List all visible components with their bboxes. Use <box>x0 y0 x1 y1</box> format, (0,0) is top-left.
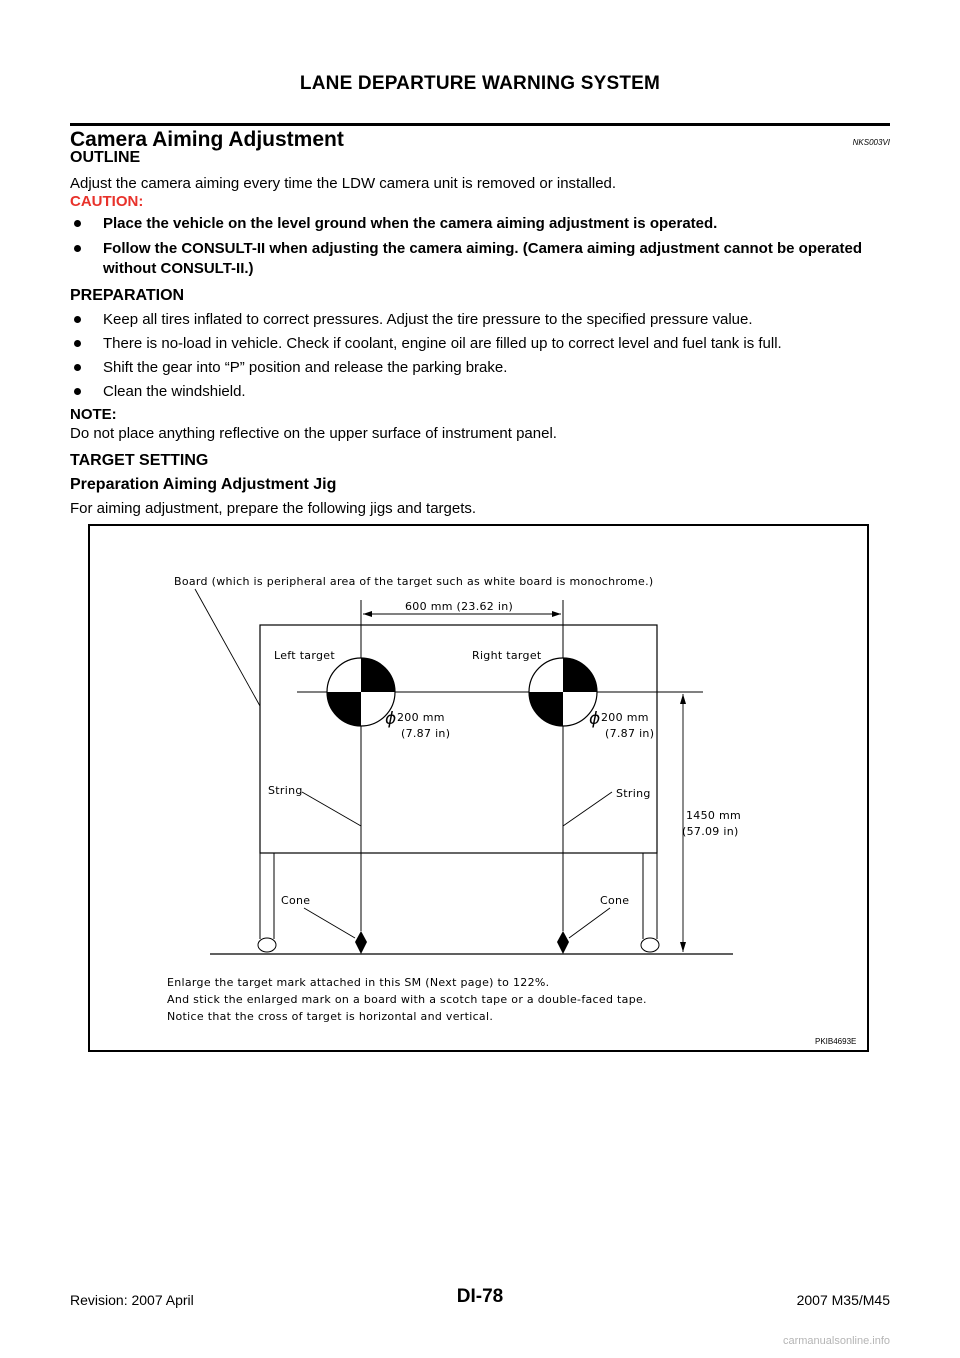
bullet-icon <box>74 364 81 371</box>
figure-note: Enlarge the target mark attached in this SM (Next page) to 122%. <box>167 976 550 989</box>
outline-text: Adjust the camera aiming every time the LDW camera unit is removed or installed. <box>70 175 617 192</box>
right-cone <box>557 931 569 954</box>
right-string-leader <box>563 792 612 826</box>
target-setting-text: For aiming adjustment, prepare the following jigs and targets. <box>70 500 477 517</box>
bullet-icon <box>74 220 81 227</box>
left-diameter-mm: 200 mm <box>397 711 445 724</box>
section-title: Camera Aiming Adjustment <box>70 128 344 151</box>
left-cone <box>355 931 367 954</box>
diameter-symbol-icon: ϕ <box>589 709 601 729</box>
height-in-label: (57.09 in) <box>682 825 739 838</box>
left-target-label: Left target <box>274 649 335 662</box>
note-text: Do not place anything reflective on the upper surface of instrument panel. <box>70 425 557 442</box>
left-string-leader <box>302 792 361 826</box>
outline-heading: OUTLINE <box>70 149 141 166</box>
left-diameter-in: (7.87 in) <box>401 727 451 740</box>
right-string-label: String <box>616 787 651 800</box>
page-header-title: LANE DEPARTURE WARNING SYSTEM <box>299 73 661 94</box>
aiming-jig-figure <box>88 524 869 1052</box>
aiming-jig-diagram <box>90 526 867 1050</box>
preparation-item: Clean the windshield. <box>70 382 890 402</box>
footer-revision: Revision: 2007 April <box>70 1292 194 1308</box>
right-diameter-in: (7.87 in) <box>605 727 655 740</box>
arrowhead-icon <box>363 611 372 617</box>
note-label: NOTE: <box>70 406 117 423</box>
preparation-item: There is no-load in vehicle. Check if coolant, engine oil are filled up to correct level and fuel tank is full. <box>70 334 890 354</box>
bullet-icon <box>74 316 81 323</box>
left-wheel <box>258 938 276 952</box>
footer-page-number: DI-78 <box>456 1286 504 1307</box>
arrowhead-icon <box>552 611 561 617</box>
board-label: Board (which is peripheral area of the target such as white board is monochrome.) <box>174 575 654 588</box>
footer-model: 2007 M35/M45 <box>796 1292 890 1308</box>
section-code: NKS003VI <box>852 138 890 147</box>
right-cone-leader <box>569 908 610 938</box>
caution-label: CAUTION: <box>70 193 144 210</box>
watermark: carmanualsonline.info <box>782 1335 890 1347</box>
right-wheel <box>641 938 659 952</box>
diameter-symbol-icon: ϕ <box>385 709 397 729</box>
bullet-icon <box>74 245 81 252</box>
preparation-item: Keep all tires inflated to correct pressures. Adjust the tire pressure to the specified pressure value. <box>70 310 890 330</box>
caution-item: Place the vehicle on the level ground when the camera aiming adjustment is operated. <box>70 214 890 234</box>
bullet-icon <box>74 388 81 395</box>
right-target-mark <box>529 658 597 726</box>
header-divider <box>70 123 890 126</box>
board-leader-line <box>195 589 260 706</box>
left-string-label: String <box>268 784 303 797</box>
arrowhead-icon <box>680 694 686 704</box>
arrowhead-icon <box>680 942 686 952</box>
bullet-icon <box>74 340 81 347</box>
preparation-list <box>70 310 890 402</box>
figure-code: PKIB4693E <box>815 1037 857 1046</box>
left-cone-label: Cone <box>281 894 311 907</box>
preparation-item: Shift the gear into “P” position and release the parking brake. <box>70 358 890 378</box>
right-cone-label: Cone <box>600 894 630 907</box>
preparation-heading: PREPARATION <box>70 287 185 304</box>
caution-item: Follow the CONSULT-II when adjusting the camera aiming. (Camera aiming adjustment cannot be operated without CONSULT-II.) <box>70 239 890 279</box>
figure-note: And stick the enlarged mark on a board with a scotch tape or a double-faced tape. <box>167 993 647 1006</box>
spacing-label: 600 mm (23.62 in) <box>405 600 514 613</box>
target-setting-heading: TARGET SETTING <box>70 452 209 469</box>
caution-list <box>70 214 890 279</box>
left-cone-leader <box>304 908 355 938</box>
right-diameter-mm: 200 mm <box>601 711 649 724</box>
figure-note: Notice that the cross of target is horizontal and vertical. <box>167 1010 494 1023</box>
right-target-label: Right target <box>472 649 542 662</box>
height-mm-label: 1450 mm <box>686 809 742 822</box>
target-setting-subheading: Preparation Aiming Adjustment Jig <box>70 476 337 493</box>
